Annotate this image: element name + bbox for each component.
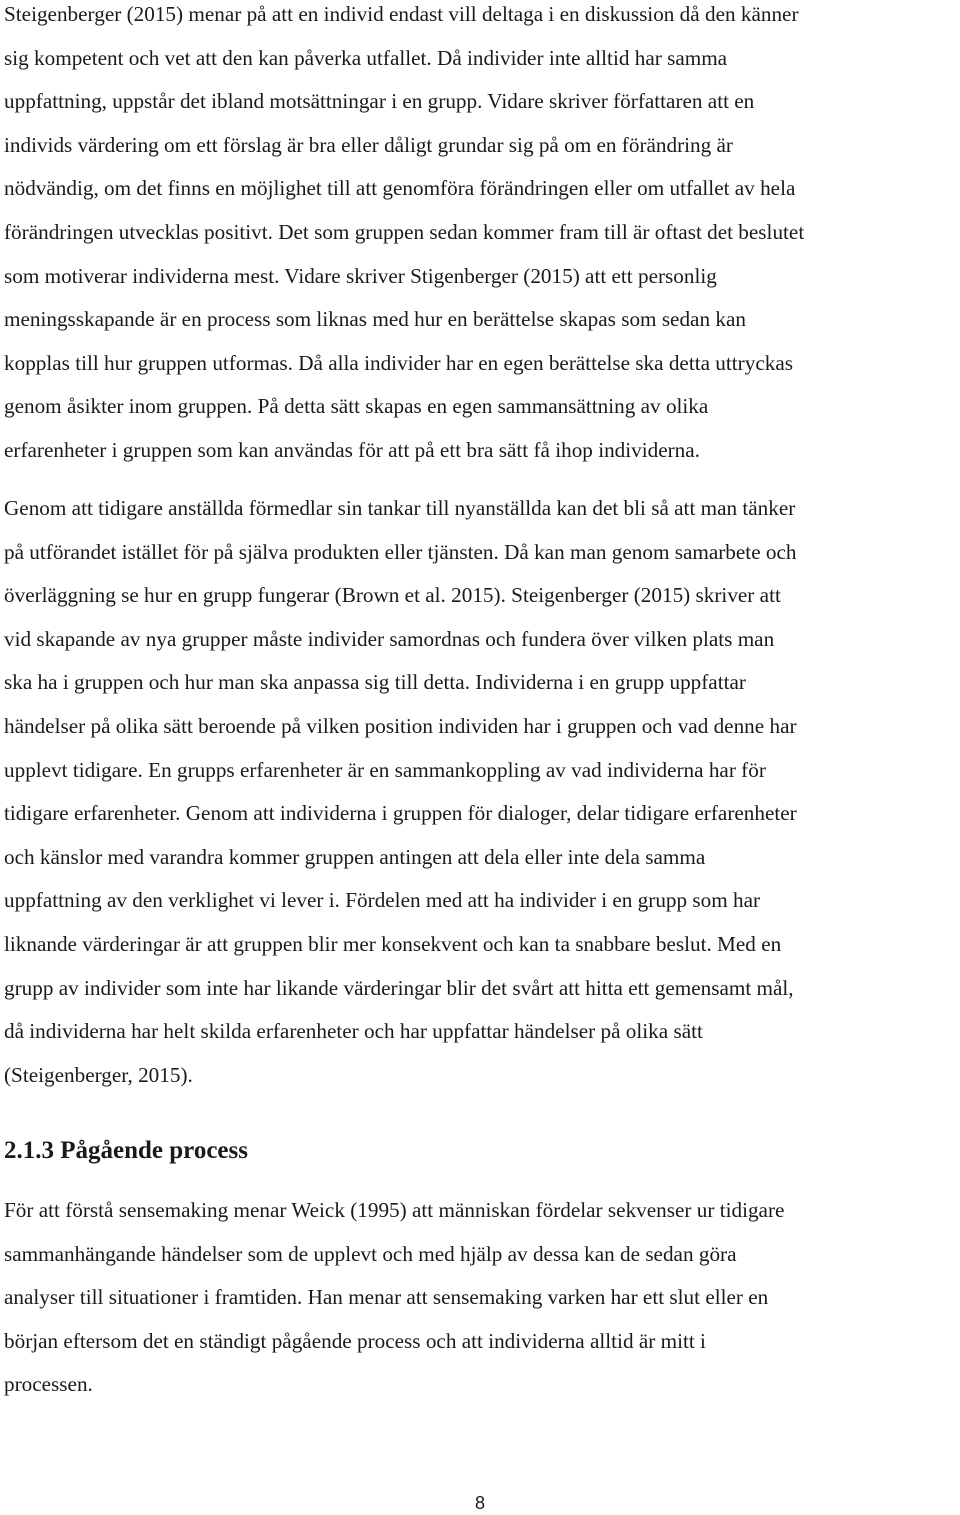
text-line: ska ha i gruppen och hur man ska anpassa sig till detta. Individerna i en grupp uppfattar bbox=[4, 670, 746, 695]
text-line: kopplas till hur gruppen utformas. Då alla individer har en egen berättelse ska detta uttryckas bbox=[4, 350, 793, 375]
text-line: individs värdering om ett förslag är bra eller dåligt grundar sig på om en förändring är bbox=[4, 132, 733, 157]
text-line: på utförandet istället för på själva produkten eller tjänsten. Då kan man genom samarbete och bbox=[4, 539, 797, 564]
text-line: då individerna har helt skilda erfarenheter och har uppfattar händelser på olika sätt bbox=[4, 1019, 703, 1044]
text-line: liknande värderingar är att gruppen blir mer konsekvent och kan ta snabbare beslut. Med en bbox=[4, 931, 782, 956]
text-line: överläggning se hur en grupp fungerar (Brown et al. 2015). Steigenberger (2015) skriver att bbox=[4, 583, 781, 608]
text-line: analyser till situationer i framtiden. Han menar att sensemaking varken har ett slut eller en bbox=[4, 1285, 769, 1310]
body-paragraph-2 bbox=[4, 487, 960, 1097]
text-line: uppfattning av den verklighet vi lever i. Fördelen med att ha individer i en grupp som har bbox=[4, 888, 761, 913]
text-line: sammanhängande händelser som de upplevt och med hjälp av dessa kan de sedan göra bbox=[4, 1241, 737, 1266]
page-number: 8 bbox=[474, 1493, 485, 1513]
text-line: som motiverar individerna mest. Vidare skriver Stigenberger (2015) att ett personlig bbox=[4, 263, 717, 288]
body-paragraph-3 bbox=[4, 1189, 960, 1407]
text-line: händelser på olika sätt beroende på vilken position individen har i gruppen och vad denne har bbox=[4, 713, 797, 738]
body-paragraph-1 bbox=[4, 0, 960, 473]
text-line: tidigare erfarenheter. Genom att individerna i gruppen för dialoger, delar tidigare erfarenheter bbox=[4, 801, 797, 826]
text-line: erfarenheter i gruppen som kan användas för att på ett bra sätt få ihop individerna. bbox=[4, 437, 700, 462]
text-line: och känslor med varandra kommer gruppen antingen att dela eller inte dela samma bbox=[4, 844, 706, 869]
text-line: vid skapande av nya grupper måste individer samordnas och fundera över vilken plats man bbox=[4, 626, 775, 651]
text-line: sig kompetent och vet att den kan påverka utfallet. Då individer inte alltid har samma bbox=[4, 45, 728, 70]
text-line: nödvändig, om det finns en möjlighet till att genomföra förändringen eller om utfallet av hela bbox=[4, 176, 796, 201]
section-heading: 2.1.3 Pågående process bbox=[4, 1137, 248, 1164]
text-line: Steigenberger (2015) menar på att en individ endast vill deltaga i en diskussion då den känner bbox=[4, 2, 799, 26]
text-line: grupp av individer som inte har likande värderingar blir det svårt att hitta ett gemensamt mål, bbox=[4, 975, 794, 1000]
text-line: upplevt tidigare. En grupps erfarenheter är en sammankoppling av vad individerna har för bbox=[4, 757, 766, 782]
text-line: meningsskapande är en process som liknas med hur en berättelse skapas som sedan kan bbox=[4, 307, 746, 332]
text-line: början eftersom det en ständigt pågående process och att individerna alltid är mitt i bbox=[4, 1328, 706, 1353]
text-line: (Steigenberger, 2015). bbox=[4, 1062, 193, 1087]
text-line: För att förstå sensemaking menar Weick (1995) att människan fördelar sekvenser ur tidigare bbox=[4, 1198, 785, 1222]
text-line: förändringen utvecklas positivt. Det som gruppen sedan kommer fram till är oftast det beslutet bbox=[4, 219, 805, 244]
text-line: uppfattning, uppstår det ibland motsättningar i en grupp. Vidare skriver författaren att en bbox=[4, 89, 755, 114]
text-line: genom åsikter inom gruppen. På detta sätt skapas en egen sammansättning av olika bbox=[4, 394, 709, 419]
text-line: Genom att tidigare anställda förmedlar sin tankar till nyanställda kan det bli så att man tänker bbox=[4, 496, 796, 520]
text-line: processen. bbox=[4, 1372, 93, 1397]
